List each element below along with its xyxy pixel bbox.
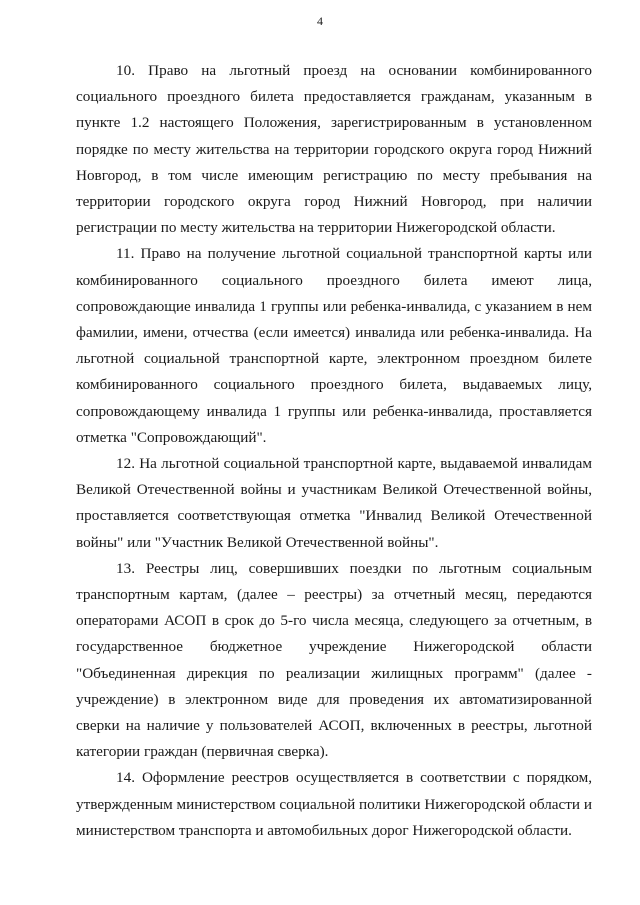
page-number: 4	[317, 14, 323, 28]
paragraph-13: 13. Реестры лиц, совершивших поездки по льготным социальным транспортным картам, (далее – реестры) за отчетный месяц, передаются операторами АСОП в срок до 5-го числа месяца, следующего за отчетным, в государственное бюджетное учреждение Нижегородской области "Объединенная дирекция по реализации жилищных программ" (далее - учреждение) в электронном виде для проведения их автоматизированной сверки на наличие у пользователей АСОП, включенных в реестры, льготной категории граждан (первичная сверка).	[76, 559, 592, 761]
paragraph-10: 10. Право на льготный проезд на основании комбинированного социального проездного билета предоставляется гражданам, указанным в пункте 1.2 настоящего Положения, зарегистрированным в установленном порядке по месту жительства на территории городского округа город Нижний Новгород, в том числе имеющим регистрацию по месту пребывания на территории городского округа город Нижний Новгород, при наличии регистрации по месту жительства на территории Нижегородской области.	[76, 62, 592, 237]
paragraph-11: 11. Право на получение льготной социальной транспортной карты или комбинированного социального проездного билета имеют лица, сопровождающие инвалида 1 группы или ребенка-инвалида, с указанием в нем фамилии, имени, отчества (если имеется) инвалида или ребенка-инвалида. На льготной социальной транспортной карте, электронном проездном билете комбинированного социального проездного билета, выдаваемых лицу, сопровождающему инвалида 1 группы или ребенка-инвалида, проставляется отметка "Сопровождающий".	[76, 245, 592, 446]
paragraph-14: 14. Оформление реестров осуществляется в соответствии с порядком, утвержденным министерством социальной политики Нижегородской области и министерством транспорта и автомобильных дорог Нижегородской области.	[76, 769, 592, 839]
document-body	[76, 58, 592, 844]
paragraph-12: 12. На льготной социальной транспортной карте, выдаваемой инвалидам Великой Отечественной войны и участникам Великой Отечественной войны, проставляется соответствующая отметка "Инвалид Великой Отечественной войны" или "Участник Великой Отечественной войны".	[76, 455, 592, 551]
